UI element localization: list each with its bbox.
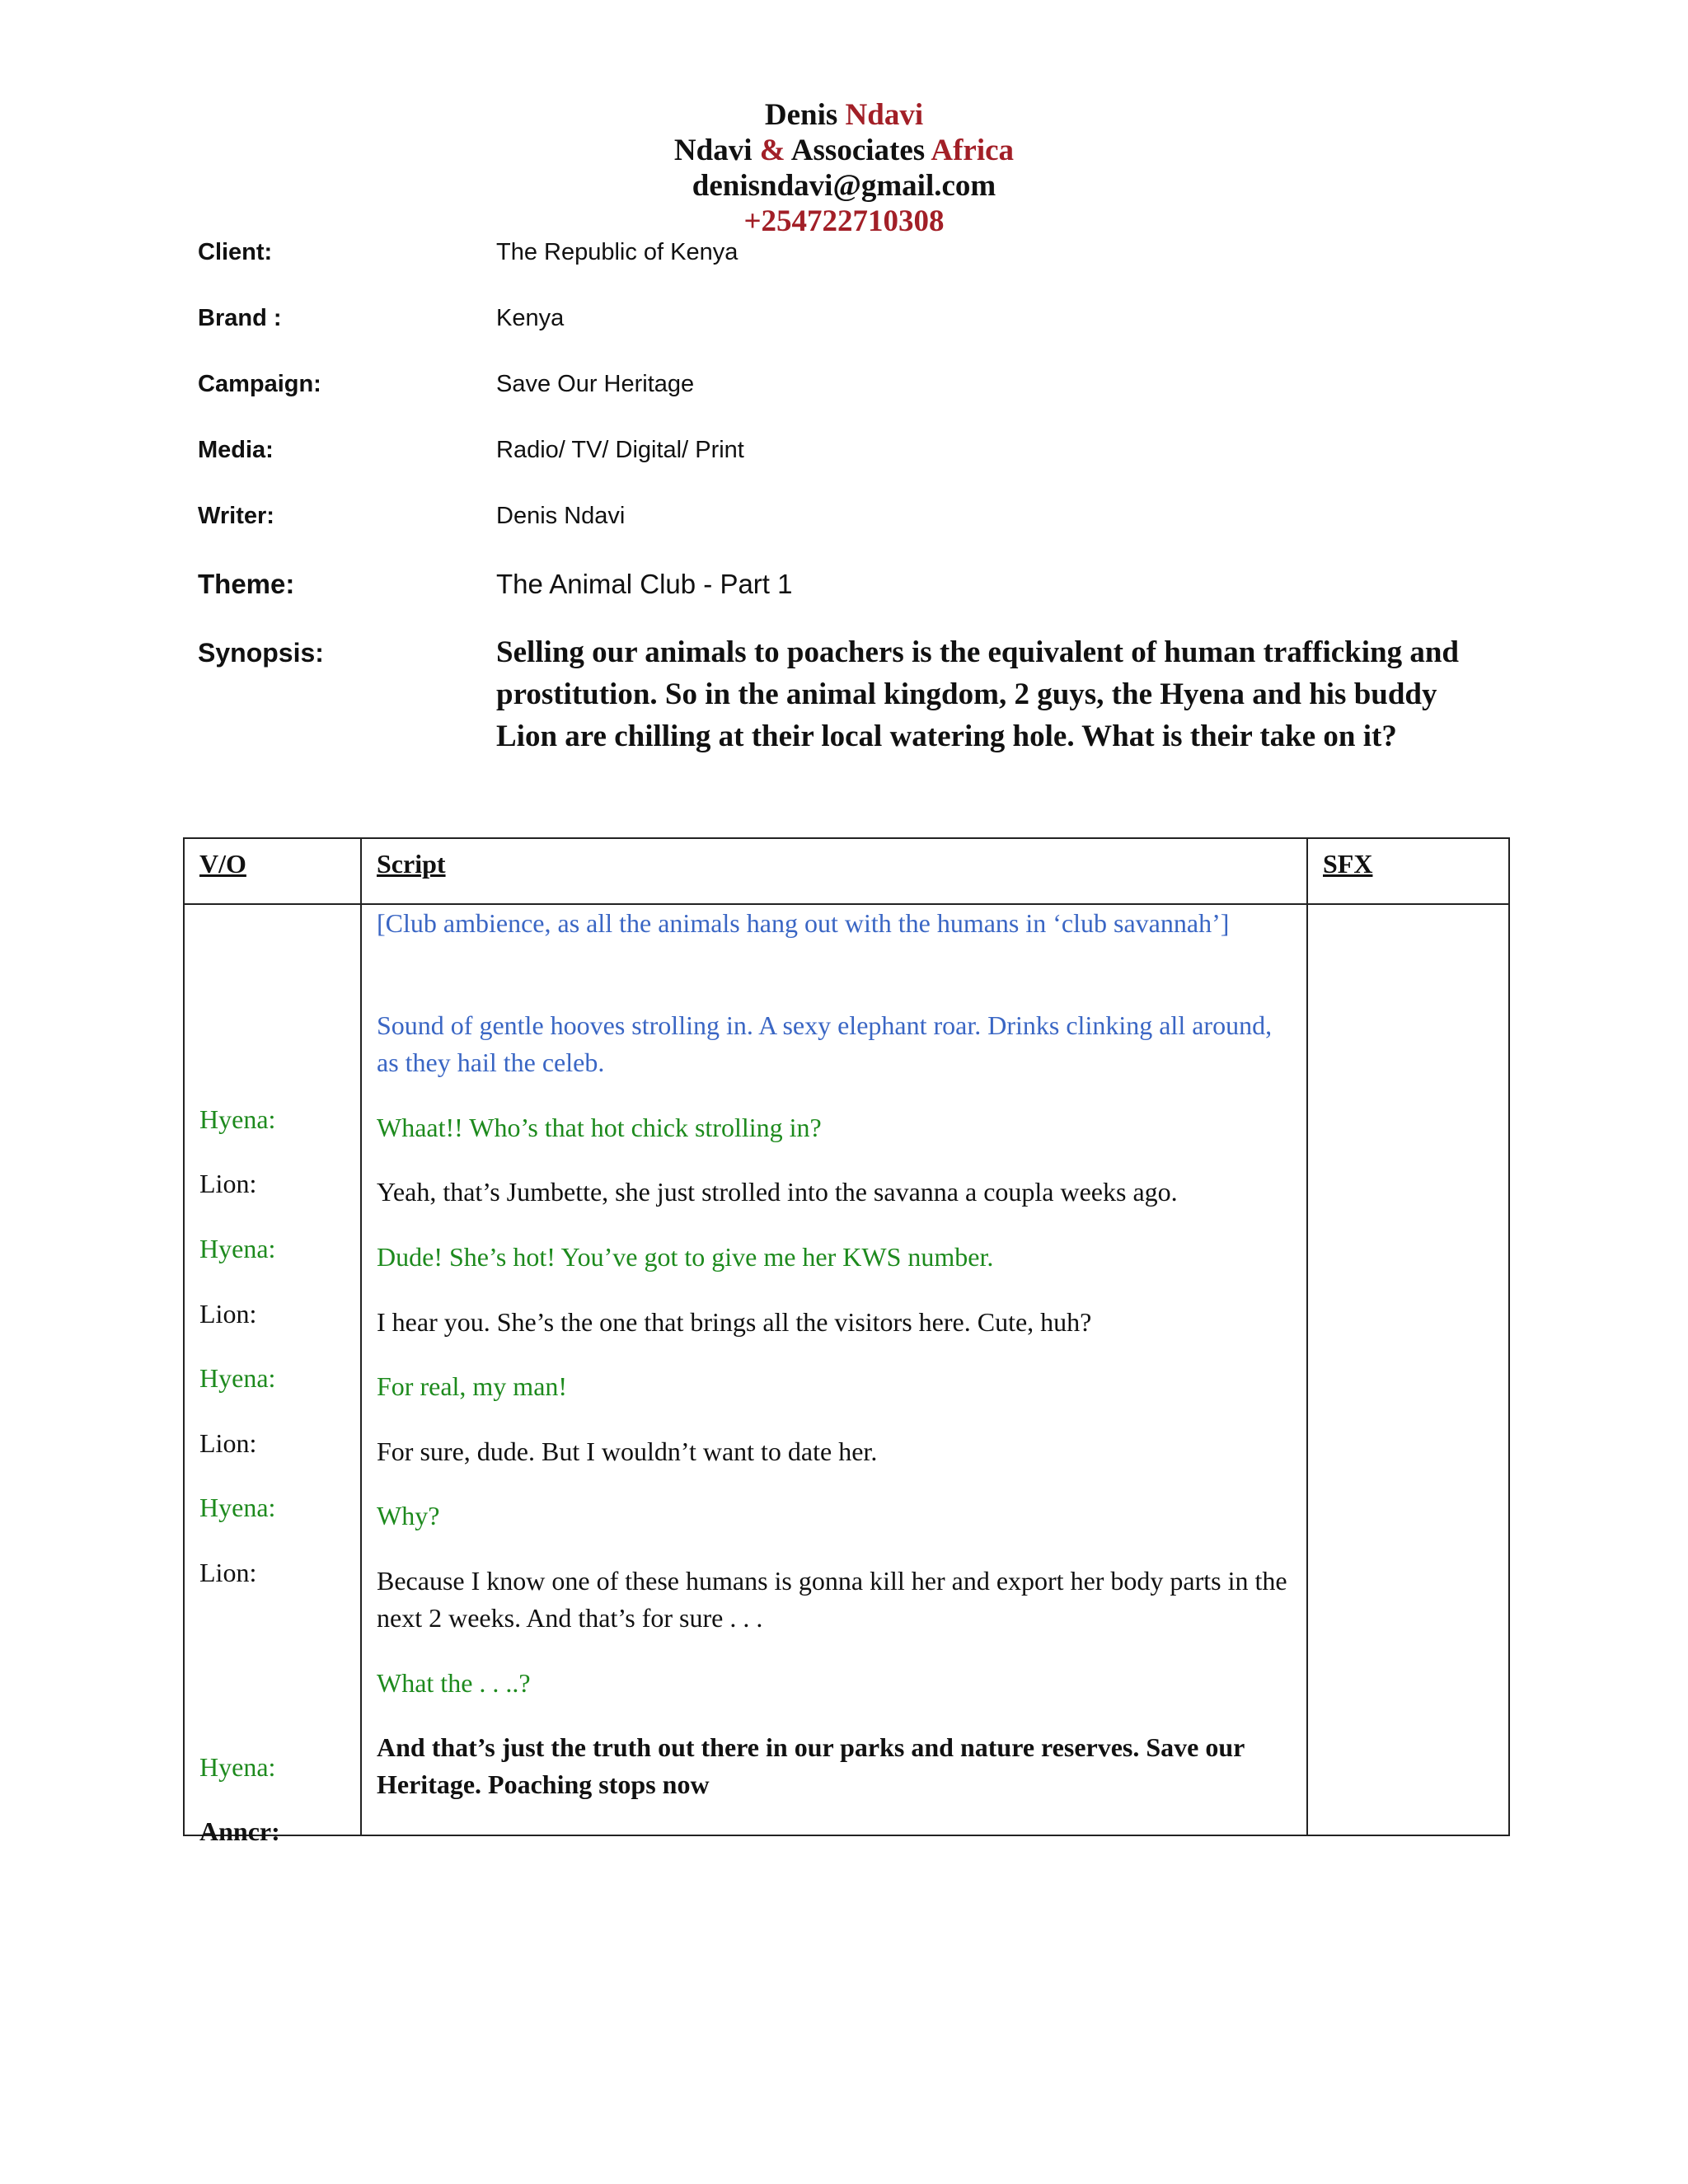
field-client [198,239,1500,305]
field-label: Theme: [198,569,295,599]
field-brand [198,305,1500,371]
field-value: The Republic of Kenya [496,239,738,265]
field-value: Kenya [496,305,565,331]
speaker-label: Lion: [199,1299,257,1329]
field-value: Selling our animals to poachers is the equivalent of human trafficking and prostitution. So in the animal kingdom, 2 guys, the Hyena and his buddy Lion are chilling at their local watering hole. What is their take on it? [496,635,1460,753]
field-theme [198,569,1500,638]
field-value: Denis Ndavi [496,503,626,529]
speaker-label: Hyena: [199,1493,276,1522]
sfx-cell [1307,904,1509,1835]
table-row [184,904,1509,1835]
field-writer [198,503,1500,569]
script-line: Sound of gentle hooves strolling in. A sexy elephant roar. Drinks clinking all around, as they hail the celeb. [377,1010,1273,1077]
table-header-row [184,838,1509,904]
company-name: Ndavi & Associates Africa [673,134,1015,167]
script-lines [377,905,1292,1828]
field-label: Client: [198,239,273,265]
field-label: Brand : [198,305,282,331]
script-line: [Club ambience, as all the animals hang out with the humans in ‘club savannah’] [377,908,1230,938]
field-synopsis [198,635,1500,753]
field-label: Synopsis: [198,638,324,668]
field-value: Save Our Heritage [496,371,695,397]
speaker-label: Hyena: [199,1234,276,1263]
script-cell [361,904,1307,1835]
field-value: Radio/ TV/ Digital/ Print [496,437,744,463]
column-header-vo: V/O [184,838,361,904]
script-line: I hear you. She’s the one that brings all the visitors here. Cute, huh? [377,1307,1092,1337]
speaker-label: Anncr: [199,1816,280,1846]
field-media [198,437,1500,503]
author-phone: +254722710308 [743,204,945,238]
script-line: What the . . ..? [377,1668,531,1698]
speaker-label: Lion: [199,1428,257,1458]
field-label: Media: [198,437,274,463]
document-header [0,97,1688,239]
speaker-label: Lion: [199,1558,257,1587]
script-line: Whaat!! Who’s that hot chick strolling in? [377,1113,822,1142]
script-line: For sure, dude. But I wouldn’t want to date her. [377,1436,878,1466]
script-line: Because I know one of these humans is gonna kill her and export her body parts in the next 2 weeks. And that’s for sure . . . [377,1566,1287,1633]
column-header-script: Script [361,838,1307,904]
column-header-sfx: SFX [1307,838,1509,904]
script-line: Why? [377,1501,440,1530]
author-email: denisndavi@gmail.com [692,169,996,203]
field-label: Writer: [198,503,274,529]
field-label: Campaign: [198,371,321,397]
vo-cell [184,904,361,1846]
speaker-label: Hyena: [199,1363,276,1393]
author-name: Denis Ndavi [764,98,924,132]
script-line: Dude! She’s hot! You’ve got to give me her KWS number. [377,1242,994,1272]
script-line: And that’s just the truth out there in our parks and nature reserves. Save our Heritage. Poaching stops now [377,1732,1245,1799]
script-line: For real, my man! [377,1371,568,1401]
script-table [183,837,1510,1846]
speaker-label: Hyena: [199,1104,276,1134]
brief-fields [198,239,1500,753]
speaker-label: Lion: [199,1169,257,1198]
speaker-label: Hyena: [199,1752,276,1782]
field-campaign [198,371,1500,437]
script-line: Yeah, that’s Jumbette, she just strolled into the savanna a coupla weeks ago. [377,1177,1178,1207]
field-value: The Animal Club - Part 1 [496,569,793,599]
